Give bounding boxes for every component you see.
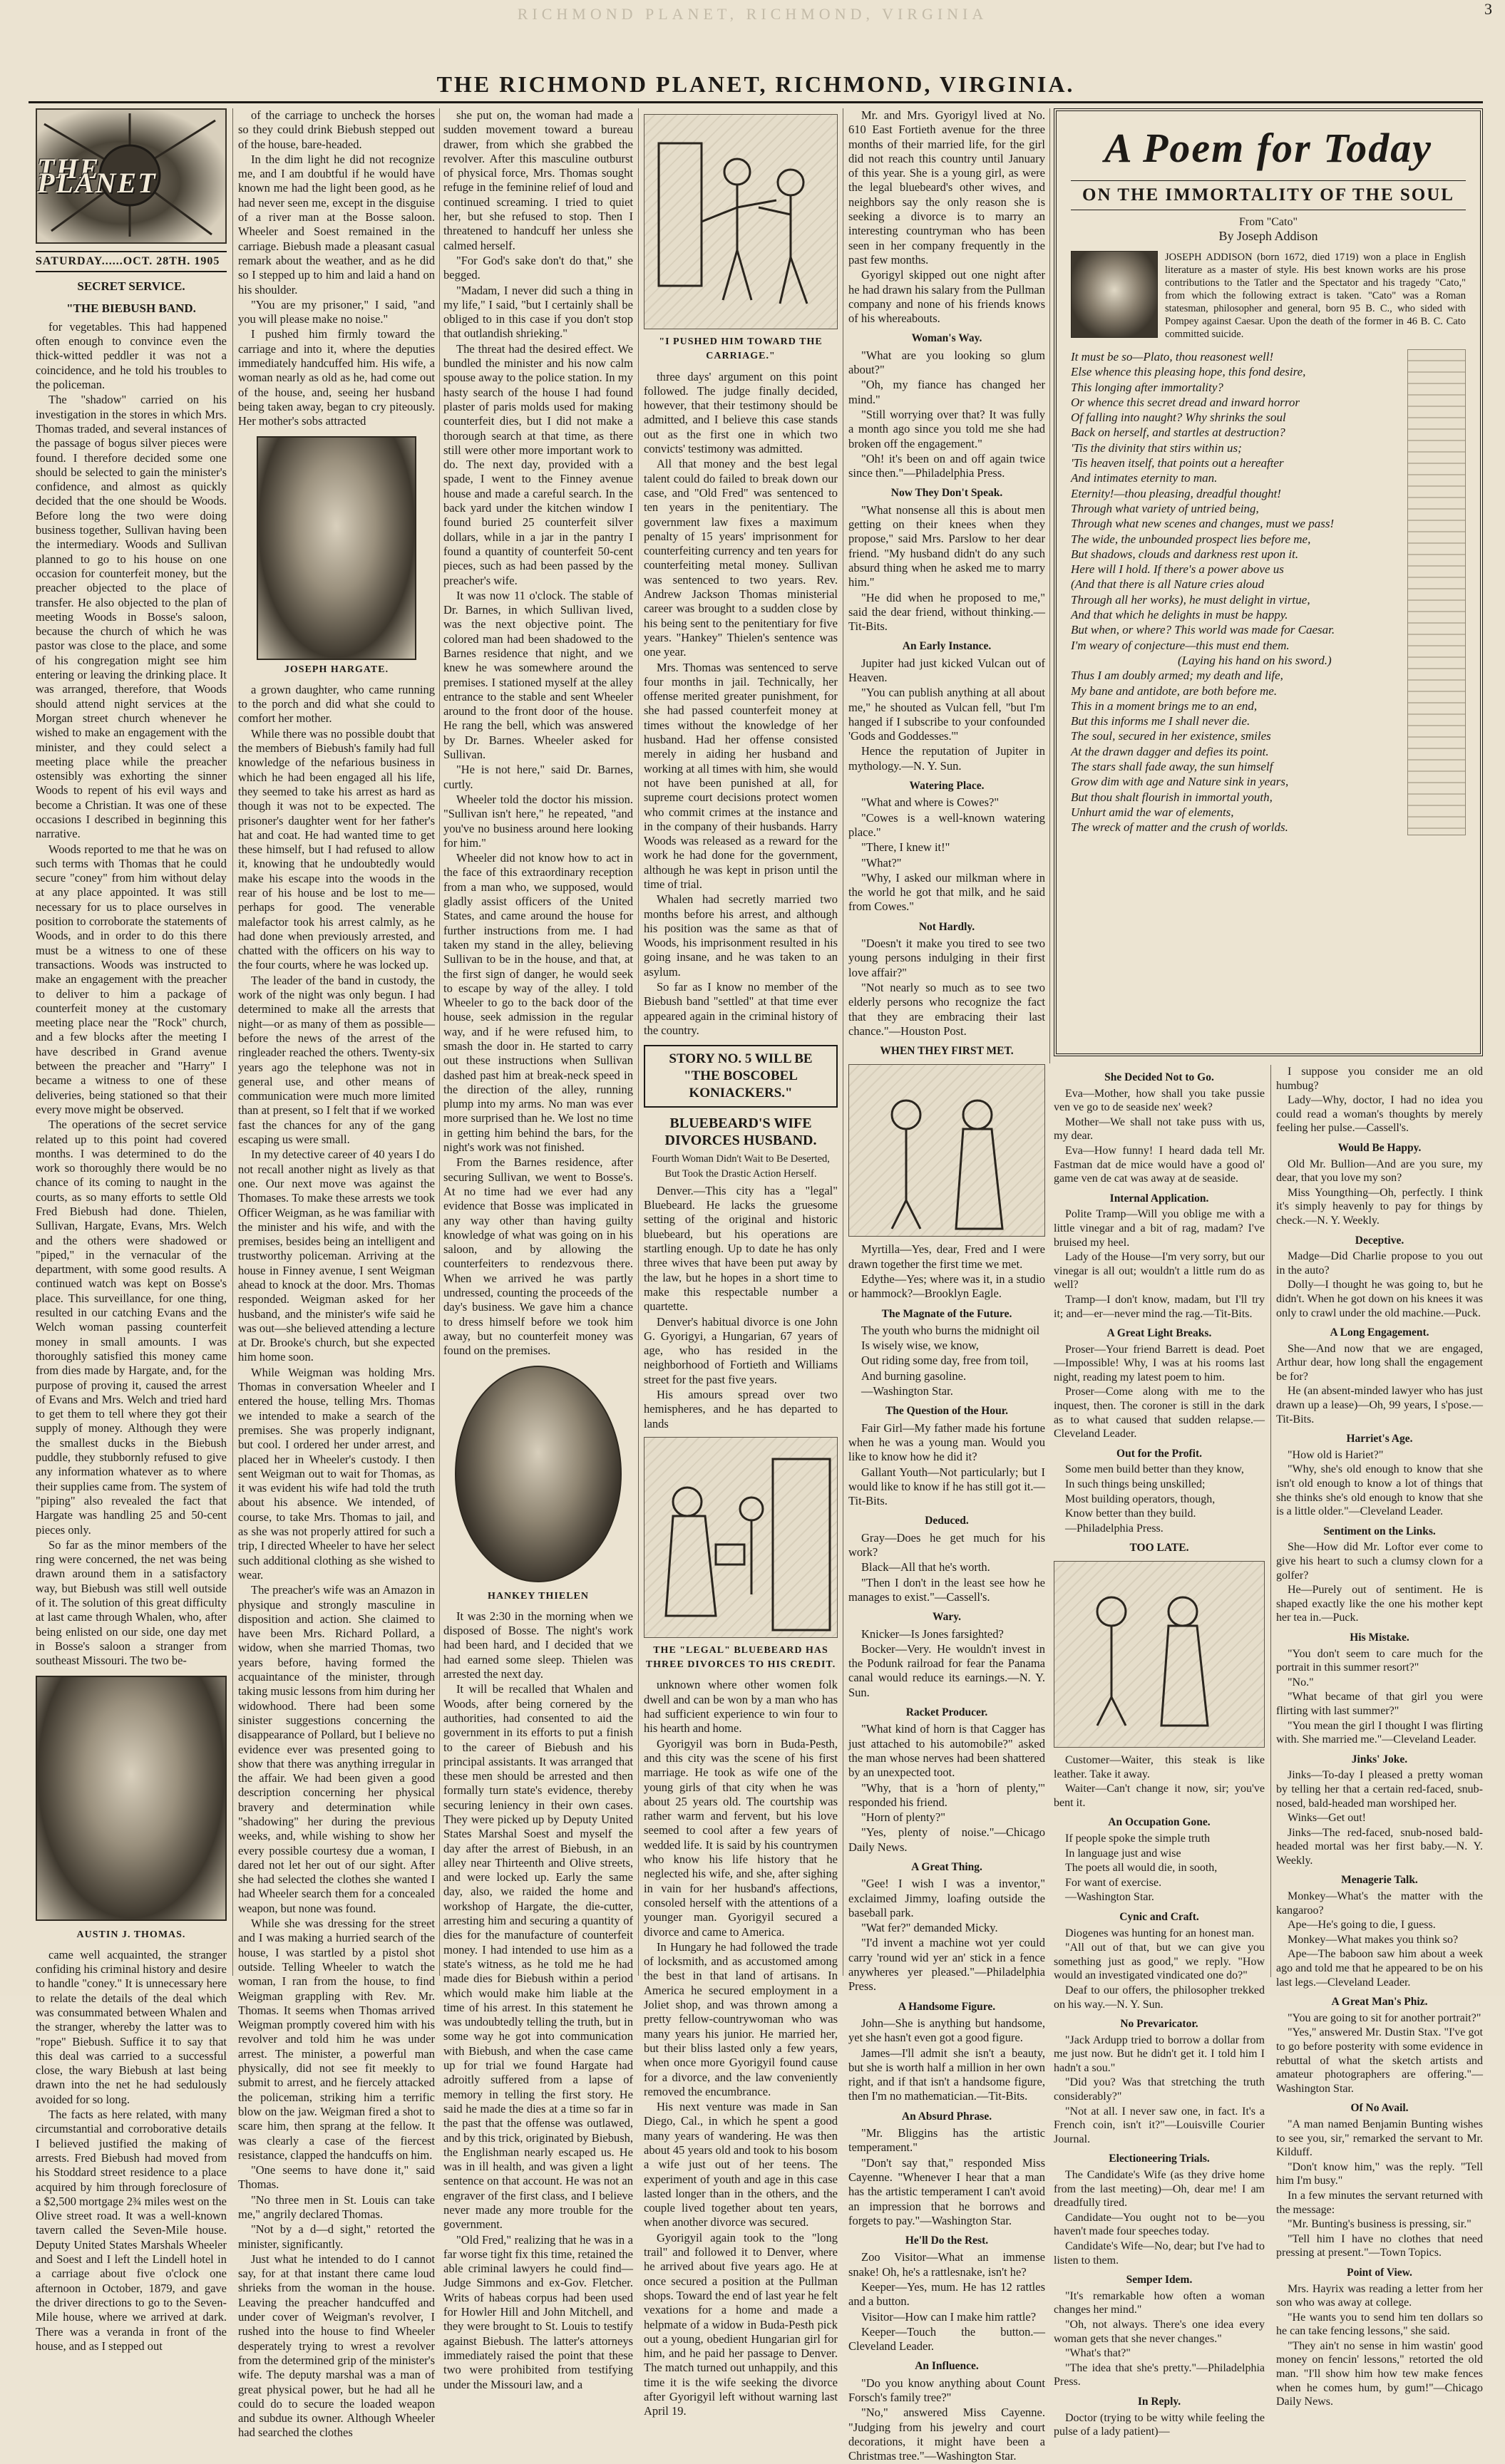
article-title: BLUEBEARD'S WIFE DIVORCES HUSBAND. bbox=[664, 1115, 817, 1149]
poem-author: By Joseph Addison bbox=[1218, 229, 1318, 243]
page-number: 3 bbox=[1484, 0, 1492, 18]
paragraph: In my detective career of 40 years I do not recall another night as lively as that one. Our next move was against the Thomases. To make these arrests we took Officer Weigman, as he was familiar with the minister and his wife, and with the premises, besides being an intelligent and trustworthy policeman. Arriving at the house in Finney avenue, I sent Weigman ahead to knock at the door. Mrs. Thomas responded. Weigman asked for her husband, and the minister's wife said he was out—she believed attending a lecture at Dr. Brooke's church, but she expected him home soon. bbox=[238, 1148, 435, 1364]
item-text: Gallant Youth—Not particularly; but I would like to know if he has still got it.—Tit-Bits. bbox=[848, 1465, 1045, 1508]
item-text: "Tell him I have no clothes that need pressing at present."—Town Topics. bbox=[1276, 2232, 1483, 2259]
item-text: Most building operators, though, bbox=[1065, 1493, 1216, 1505]
cartoon-figures-icon bbox=[1054, 1562, 1247, 1731]
item-text: "He wants you to send him ten dollars so he can take fencing lessons," she said. bbox=[1276, 2311, 1483, 2338]
paragraph: Denver's habitual divorce is one John G. Gyorigyi, a Hungarian, 67 years of age, who has resided in the neighborhood of Fortieth and Williams street for the past five years. bbox=[644, 1314, 838, 1386]
column-1 bbox=[36, 108, 227, 2353]
item-text: The poets all would die, in sooth, bbox=[1065, 1862, 1218, 1875]
poem-line: But shadows, clouds and darkness rest upon it. bbox=[1071, 547, 1299, 561]
paragraph: I pushed him firmly toward the carriage and into it, where the deputies immediately handcuffed him. His wife, a woman nearly as old as he, had come out of the house, and, seeing her husband being taken away, began to cry piteously. Her mother's sobs attracted bbox=[238, 327, 435, 428]
item-text: "Not nearly so much as to see two elderly persons who recognize the fact that they are embracing their last chance."—Houston Post. bbox=[848, 980, 1045, 1038]
item-text: "You are going to sit for another portrait?" bbox=[1288, 2011, 1481, 2024]
item-heading: The Magnate of the Future. bbox=[881, 1307, 1012, 1320]
item-text: "Wat fer?" demanded Micky. bbox=[861, 1921, 998, 1935]
item-text: And burning gasoline. bbox=[861, 1368, 967, 1383]
poem-title: A Poem for Today bbox=[1104, 125, 1432, 171]
item-text: "How old is Hariet?" bbox=[1288, 1448, 1384, 1461]
item-heading: Would Be Happy. bbox=[1337, 1141, 1422, 1154]
humor-column-left bbox=[1054, 1065, 1265, 2438]
column-2 bbox=[238, 108, 435, 2440]
item-text: For want of exercise. bbox=[1065, 1876, 1162, 1889]
item-text: Customer—Waiter, this steak is like leather. Take it away. bbox=[1054, 1754, 1265, 1780]
item-heading: Watering Place. bbox=[909, 780, 985, 793]
item-text: Monkey—What makes you think so? bbox=[1288, 1933, 1459, 1946]
portrait-austin-thomas bbox=[36, 1676, 227, 1921]
paragraph: Gyorigyl skipped out one night after he had drawn his salary from the Pullman company and none of his friends knows of his whereabouts. bbox=[848, 268, 1045, 326]
item-text: "I'd invent a machine wot yer could carry 'round wid yer an' stick in a fence anywheres yer pleased."—Philadelphia Press. bbox=[848, 1936, 1045, 1994]
article-body-continued bbox=[644, 1678, 838, 2418]
poem-line: Through all her works), he must delight in virtue, bbox=[1071, 592, 1310, 607]
item-text: Mrs. Hayrix was reading a letter from her son who was away at college. bbox=[1276, 2282, 1483, 2309]
item-text: Knicker—Is Jones farsighted? bbox=[861, 1627, 1004, 1641]
item-text: —Philadelphia Press. bbox=[1065, 1522, 1164, 1535]
item-text: "Don't know him," was the reply. "Tell him I'm busy." bbox=[1276, 2160, 1483, 2187]
item-text: If people spoke the simple truth bbox=[1065, 1832, 1211, 1845]
paragraph: While Weigman was holding Mrs. Thomas in conversation Wheeler and I entered the house, telling Mrs. Thomas we intended to make a search of the premises. She was properly indignant, but cool. I ordered her under arrest, and placed her in Wheeler's custody. I then sent Weigman out to wait for Thomas, as it was evident his wife had told the truth about his absence. We intended, of course, to take Mrs. Thomas to jail, and as she was not properly attired for such a trip, I directed Wheeler to have her select such additional clothing as she wished to wear. bbox=[238, 1365, 435, 1582]
item-text: Mother—We shall not take puss with us, my dear. bbox=[1054, 1115, 1265, 1143]
paragraph: It will be recalled that Whalen and Woods, after being cornered by the authorities, had consented to aid the government in its efforts to put a finish to the career of Biebush and his principal assistants. It was arranged that these men should be arrested and then formally turn state's evidence, thereby securing leniency in their own cases. They were picked up by Deputy United States Marshal Soest and myself the day after the arrest of Biebush, in an alley near Thirteenth and Olive streets, and were locked up. Early the same day, also, we raided the home and workshop of Hargate, the die-cutter, arresting him and securing a quantity of dies for the manufacture of counterfeit money. I had intended to use him as a state's witness, as he told me he had made dies for Biebush within a period which would make him liable at the time of his arrest. In this statement he was undoubtedly telling the truth, but in some way he got into communication with Biebush, and when the case came up for trial we found Hargate had adroitly suffered from a lapse of memory in telling the first story. He said he made the dies at a time so far in the past that the offense was outlawed, and by this trick, originated by Biebush, the Englishman nearly escaped us. He was in ill health, and was given a light sentence on that account. He was not an engraver of the first class, and I believe never made any more trouble for the government. bbox=[443, 1682, 633, 2232]
item-text: "Do you know anything about Count Forsch's family tree?" bbox=[848, 2376, 1045, 2405]
item-text: "What kind of horn is that Cagger has just attached to his automobile?" asked the man whose nerves had been shattered by an unexpected toot. bbox=[848, 1722, 1045, 1780]
poem-line: 'Tis the divinity that stirs within us; bbox=[1071, 440, 1242, 455]
paragraph: "Old Fred," realizing that he was in a far worse tight fix this time, retained the able criminal lawyers he could find—Judge Simmons and ex-Gov. Fletcher. Writs of habeas corpus had been used for Howler Hill and John Mitchell, and they were brought to St. Louis to testify against Biebush. The latter's attorneys immediately raised the point that these two were prohibited from testifying under the Missouri law, and a bbox=[443, 2232, 633, 2391]
column-rule bbox=[638, 108, 639, 1976]
item-text: "No." bbox=[1288, 1676, 1314, 1689]
item-heading: In Reply. bbox=[1137, 2395, 1181, 2408]
item-heading: Harriet's Age. bbox=[1346, 1433, 1413, 1445]
item-heading: An Occupation Gone. bbox=[1108, 1816, 1211, 1829]
item-text: "Oh! it's been on and off again twice since then."—Philadelphia Press. bbox=[848, 451, 1045, 480]
paragraph: Mrs. Thomas was sentenced to serve four months in jail. Technically, her offense merited greater punishment, for she had passed counterfeit money at times without the knowledge of her husband. Had her offense consisted merely in aiding her husband and working at all times with him, she would not have been punished at all, for supreme court decisions protect women who commit crimes at the instance and in the company of their husbands. Harry Woods was released as a reward for the work he had done for the government, although he was kept in prison until the time of trial. bbox=[644, 660, 838, 891]
item-text: "You mean the girl I thought I was flirting with. She married me."—Cleveland Leader. bbox=[1276, 1719, 1483, 1746]
illustration-caption: "I PUSHED HIM TOWARD THE CARRIAGE." bbox=[659, 336, 823, 362]
item-text: Madge—Did Charlie propose to you out in the auto? bbox=[1276, 1250, 1483, 1277]
item-text: Winks—Get out! bbox=[1288, 1812, 1367, 1825]
column-3 bbox=[443, 108, 633, 2391]
item-text: "Why, I asked our milkman where in the world he got that milk, and he said from Cowes." bbox=[848, 870, 1045, 914]
poem-line: (And that there is all Nature cries aloud bbox=[1071, 577, 1265, 592]
item-text: Deaf to our offers, the philosopher trekked on his way.—N. Y. Sun. bbox=[1054, 1984, 1265, 2011]
item-heading: Semper Idem. bbox=[1126, 2274, 1193, 2287]
item-text: "Oh, not always. There's one idea every woman gets that she never changes." bbox=[1054, 2318, 1265, 2345]
item-text: I suppose you consider me an old humbug? bbox=[1276, 1066, 1483, 1092]
masthead: THE RICHMOND PLANET, RICHMOND, VIRGINIA. bbox=[29, 71, 1483, 103]
item-heading: He'll Do the Rest. bbox=[905, 2234, 989, 2247]
paragraph: Wheeler did not know how to act in the face of this extraordinary reception from a man who, we supposed, would gladly assist officers of the United States, and came around the house for further instructions from me. I had taken my stand in the alley, believing Sullivan to be in the house, and that, at the first sign of danger, he would seek to escape by way of the alley. I told Wheeler to go to the back door of the house, seek admission in the regular way, and if he were refused him, to smash the door in. He started to carry out these instructions when Sullivan dashed past him at break-neck speed in the direction of the alley, running plump into my arms. No man was ever more surprised than he. We lost no time in getting him behind the bars, for the night's work was not finished. bbox=[443, 851, 633, 1155]
poem-subtitle: ON THE IMMORTALITY OF THE SOUL bbox=[1071, 180, 1466, 210]
item-text: Keeper—Yes, mum. He has 12 rattles and a button. bbox=[848, 2280, 1045, 2309]
poem-line: This in a moment brings me to an end, bbox=[1071, 699, 1258, 713]
poem-body bbox=[1071, 349, 1466, 835]
author-portrait bbox=[1071, 251, 1158, 338]
item-text: "Yes, plenty of noise."—Chicago Daily News. bbox=[848, 1825, 1045, 1854]
poem-line: Eternity!—thou pleasing, dreadful thought! bbox=[1071, 486, 1281, 500]
item-text: Visitor—How can I make him rattle? bbox=[861, 2309, 1037, 2324]
illustration-bluebeard bbox=[644, 1437, 838, 1638]
section-subheading: "THE BIEBUSH BAND. bbox=[66, 301, 196, 315]
item-text: Out riding some day, free from toil, bbox=[861, 1354, 1029, 1368]
article-body bbox=[238, 108, 435, 429]
item-text: Gray—Does he get much for his work? bbox=[848, 1530, 1045, 1560]
item-text: "Did you? Was that stretching the truth considerably?" bbox=[1054, 2076, 1265, 2103]
paragraph: "He is not here," said Dr. Barnes, curtly. bbox=[443, 763, 633, 791]
paragraph: came well acquainted, the stranger confiding his criminal history and desire to handle "coney." It is unnecessary here to relate the details of the deal which was consummated between Whalen and the stranger, whereby the latter was to "rope" Biebush. Suffice it to say that this deal was carried to a successful close, the wary Biebush at last being drawn into the net he had sedulously avoided for so long. bbox=[36, 1947, 227, 2106]
next-story-box: STORY NO. 5 WILL BE "THE BOSCOBEL KONIACKERS." bbox=[644, 1045, 838, 1108]
paragraph: All that money and the best legal talent could do failed to break down our case, and "Old Fred" was sentenced to ten years in the penitentiary. The government law fixes a maximum penalty of 15 years' imprisonment for counterfeiting currency and ten years for counterfeiting metal money. Sullivan was sentenced to two years. Rev. Andrew Jackson Thomas ministerial career was brought to a sudden close by his being sent to the penitentiary for five years. "Hankey" Thielen's sentence was one year. bbox=[644, 457, 838, 659]
item-text: "You don't seem to care much for the portrait in this summer resort?" bbox=[1276, 1647, 1483, 1674]
portrait-hankey-thielen bbox=[455, 1366, 622, 1582]
item-heading: No Prevaricator. bbox=[1120, 2018, 1198, 2031]
bio-text: JOSEPH ADDISON (born 1672, died 1719) won a place in English literature as a master of style. His best known works are his prose contributions to the Tatler and the Spectator and his tragedy "Cato," from which the following extract is taken. "Cato" was a Roman statesman, philosopher and general, born 95 B. C., who sided with Pompey against Caesar. Upon the death of the former in 46 B. C. Cato committed suicide. bbox=[1165, 252, 1466, 340]
item-heading: An Absurd Phrase. bbox=[901, 2110, 992, 2123]
paragraph: Gyorigyil again took to the "long trail" and followed it to Denver, where he arrived about five years ago. He at once secured a position at the Pullman shops. Toward the end of last year he felt vexations for a home and made a helpmate of a widow in Buda-Pesth pick out a young, obedient Hungarian girl for him, and he paid her passage to Denver. The match turned out unhappily, and this time it is the wife seeking the divorce after Gyorigyil left without warning last April 19. bbox=[644, 2230, 838, 2418]
illustration-arrest bbox=[644, 114, 838, 329]
item-text: Waiter—Can't change it now, sir; you've bent it. bbox=[1054, 1783, 1265, 1809]
column-5 bbox=[848, 108, 1045, 2463]
paragraph: So far as I know no member of the Biebush band "settled" at that time ever appeared again in the criminal history of the country. bbox=[644, 980, 838, 1037]
item-text: Miss Youngthing—Oh, perfectly. I think it's simply heavenly to pay for things by check.—N. Y. Weekly. bbox=[1276, 1186, 1483, 1227]
item-heading: Woman's Way. bbox=[911, 332, 982, 345]
article-body bbox=[644, 370, 838, 1038]
column-rule bbox=[1270, 1065, 1271, 1977]
paragraph: "For God's sake don't do that," she begged. bbox=[443, 253, 633, 282]
paragraph: In Hungary he had followed the trade of locksmith, and as accustomed among the best in that land of artisans. In America he secured employment in a Joliet shop, and was thrown among a pretty fellow-countrywoman who was many years his junior. He married her, but their bliss lasted only a few years, when once more Gyorigyil found cause for a divorce, and the law conveniently removed the encumbrance. bbox=[644, 1939, 838, 2098]
paragraph: Mr. and Mrs. Gyorigyl lived at No. 610 East Fortieth avenue for the three months of their married life, for the girl did not reach this country until January of this year. She is a young girl, as were the legal bluebeard's other wives, and neighbors say the only reason she is seeking a divorce is to marry an interesting countryman who has been seen in her company frequently in the past few months. bbox=[848, 108, 1045, 267]
item-heading: An Early Instance. bbox=[902, 640, 992, 653]
paragraph: of the carriage to uncheck the horses so they could drink Biebush stepped out of the house, bare-headed. bbox=[238, 108, 435, 151]
item-text: Ape—The baboon saw him about a week ago and told me that he appeared to be on his last legs.—Cleveland Leader. bbox=[1276, 1948, 1483, 1989]
poem-line: The wide, the unbounded prospect lies before me, bbox=[1071, 532, 1311, 546]
humor-column-right bbox=[1276, 1065, 1483, 2408]
item-text: "Then I don't in the least see how he manages to exist."—Cassell's. bbox=[848, 1575, 1045, 1604]
dateline: SATURDAY......OCT. 28TH. 1905 bbox=[36, 251, 227, 272]
article-body bbox=[443, 108, 633, 1359]
item-text: Ape—He's going to die, I guess. bbox=[1288, 1919, 1436, 1932]
item-text: Is wisely wise, we know, bbox=[861, 1339, 979, 1353]
item-text: Proser—Come along with me to the inquest, then. The coroner is still in the dark as to what caused that sudden relapse.—Cleveland Leader. bbox=[1054, 1386, 1265, 1440]
item-heading: Out for the Profit. bbox=[1116, 1447, 1202, 1460]
paragraph: While there was no possible doubt that the members of Biebush's family had full knowledge of the nefarious business in which he had been engaged all his life, they seemed to take his arrest as hard as though it was not to be expected. The prisoner's daughter went for her father's hat and coat. He had wanted time to get these himself, but I had refused to allow it, knowing that he undoubtedly would make his escape into the woods in the rear of his house and be lost to me—perhaps for good. The venerable malefactor took his arrest calmly, as he had done when previously arrested, and chatted with the officers on his way to the four courts, where he was locked up. bbox=[238, 726, 435, 972]
cartoon-illustration bbox=[848, 1064, 1045, 1237]
poem-line: Back on herself, and startles at destruction? bbox=[1071, 426, 1285, 440]
item-text: Monkey—What's the matter with the kangaroo? bbox=[1276, 1890, 1483, 1917]
poem-line: The soul, secured in her existence, smiles bbox=[1071, 729, 1271, 743]
cartoon-illustration bbox=[1054, 1561, 1265, 1748]
article-body bbox=[848, 108, 1045, 326]
poem-line: My bane and antidote, are both before me. bbox=[1071, 684, 1278, 698]
item-text: "What nonsense all this is about men getting on their knees when they propose," said Mrs. Parslow to her dear friend. "My husband didn't do any such absurd thing when he asked me to marry him." bbox=[848, 502, 1045, 589]
poem-line: This longing after immortality? bbox=[1071, 380, 1223, 394]
poem-line: 'Tis heaven itself, that points out a hereafter bbox=[1071, 456, 1284, 470]
arrest-scene-icon bbox=[644, 115, 837, 327]
paragraph: His next venture was made in San Diego, Cal., in which he spent a good many years of wandering. He was then about 45 years old and took to his bosom a wife just out of her teens. The experiment of youth and age in this case lasted longer than in the others, and the couple lived together about ten years, when another divorce was secured. bbox=[644, 2100, 838, 2230]
item-text: "What?" bbox=[861, 855, 902, 870]
item-text: Fair Girl—My father made his fortune when he was a young man. Would you like to know how he did it? bbox=[848, 1421, 1045, 1464]
item-heading: A Great Man's Phiz. bbox=[1331, 1996, 1428, 2009]
item-text: "Don't say that," responded Miss Cayenne. "Whenever I hear that a man has the artistic temperament I can't avoid an impression that he borrows and forgets to pay."—Washington Star. bbox=[848, 2155, 1045, 2227]
poem-line: Of falling into naught? Why shrinks the soul bbox=[1071, 411, 1286, 425]
item-heading: The Question of the Hour. bbox=[885, 1405, 1009, 1418]
paragraph: Wheeler told the doctor his mission. "Sullivan isn't here," he repeated, "and you've no business around here looking for him." bbox=[443, 792, 633, 850]
item-text: Edythe—Yes; where was it, in a studio or hammock?—Brooklyn Eagle. bbox=[848, 1272, 1045, 1301]
article-body bbox=[36, 320, 227, 1669]
paragraph: The facts as here related, with many circumstantial and corroborative details I believed justified the making of arrests. Fred Biebush had moved from his Stoddard street residence to a place acquired by him through foreclosure of a $2,500 mortgage 2¾ miles west on the Olive street road. It was a well-known tavern called the Seven-Mile house. Deputy United States Marshals Wheeler and Soest and I left the Lindell hotel in a carriage about five o'clock one afternoon in October, 1879, and gave the driver directions to go to the Seven-Mile house, where we arrived at dark. There was a veranda in front of the house, and as I stepped out bbox=[36, 2108, 227, 2353]
item-text: In a few minutes the servant returned with the message: bbox=[1276, 2189, 1483, 2216]
item-text: She—And now that we are engaged, Arthur dear, how long shall the engagement be for? bbox=[1276, 1342, 1483, 1383]
item-text: Keeper—Touch the button.—Cleveland Leader. bbox=[848, 2324, 1045, 2354]
paragraph: His amours spread over two hemispheres, and he has departed to lands bbox=[644, 1388, 838, 1431]
item-text: "Oh, my fiance has changed her mind." bbox=[848, 378, 1045, 406]
article-body bbox=[644, 1184, 838, 1431]
item-heading: TOO LATE. bbox=[1129, 1542, 1189, 1555]
column-rule bbox=[232, 108, 233, 1976]
item-text: "What are you looking so glum about?" bbox=[848, 348, 1045, 377]
item-heading: An Influence. bbox=[915, 2360, 979, 2373]
item-text: "Doesn't it make you tired to see two young persons indulging in their first love affair?" bbox=[848, 937, 1045, 979]
item-text: Old Mr. Bullion—And are you sure, my dear, that you love my son? bbox=[1276, 1158, 1483, 1185]
poem-line: Grow dim with age and Nature sink in years, bbox=[1071, 775, 1289, 789]
poem-box bbox=[1054, 108, 1483, 1056]
item-text: Doctor (trying to be witty while feeling the pulse of a lady patient)— bbox=[1054, 2411, 1265, 2438]
item-text: Eva—Mother, how shall you take pussie ven ve go to de seaside nex' week? bbox=[1054, 1087, 1265, 1114]
item-heading: A Long Engagement. bbox=[1330, 1326, 1429, 1339]
item-text: "Still worrying over that? It was fully a month ago since you told me she had broken off the engagement." bbox=[848, 407, 1045, 450]
poem-line: The stars shall fade away, the sun himself bbox=[1071, 760, 1273, 774]
item-text: "Not at all. I never saw one, in fact. It's a French coin, isn't it?"—Louisville Courier Journal. bbox=[1054, 2105, 1265, 2145]
item-text: "What and where is Cowes?" bbox=[861, 795, 1000, 810]
author-bio bbox=[1071, 251, 1466, 341]
item-text: Hence the reputation of Jupiter in mythology.—N. Y. Sun. bbox=[848, 744, 1045, 773]
item-text: James—I'll admit she isn't a beauty, but she is worth half a million in her own right, and if that isn't a handsome figure, then I'm no mathematician.—Tit-Bits. bbox=[848, 2046, 1045, 2103]
paragraph: So far as the minor members of the ring were concerned, the net was being drawn around them in a satisfactory way, but Biebush was still well outside of it. The solution of this great difficulty at last came through Whalen, who, after being enlisted on our side, one day met in Bosse's saloon a stranger from southeast Missouri. The two be- bbox=[36, 1537, 227, 1668]
paragraph: The threat had the desired effect. We bundled the minister and his now calm spouse away to the police station. In my hasty search of the house I had found plaster of paris molds used for making counterfeit dies, but I did not make a thorough search at that time, as there still were other more important work to do. The next day, provided with a spade, I went to the Finney avenue house and made a careful search. In the back yard under the kitchen window I found buried 25 counterfeit silver dollars, while in a jar in the pantry I found a quantity of counterfeit 50-cent pieces, such as had been passed by the preacher's wife. bbox=[443, 341, 633, 587]
portrait-caption: HANKEY THIELEN bbox=[488, 1590, 589, 1602]
item-text: "Cowes is a well-known watering place." bbox=[848, 810, 1045, 839]
poem-line: But when, or where? This world was made for Caesar. bbox=[1071, 623, 1335, 637]
paragraph: for vegetables. This had happened often enough to convince even the thick-witted peddler it was not a coincidence, and he told his troubles to the policeman. bbox=[36, 319, 227, 392]
item-heading: Sentiment on the Links. bbox=[1323, 1525, 1436, 1537]
item-text: "You can publish anything at all about me," he shouted as Vulcan fell, "but I'm hanged if I subscribe to your confounded 'Gods and Goddesses.'" bbox=[848, 686, 1045, 743]
poem-line: Unhurt amid the war of elements, bbox=[1071, 805, 1234, 819]
paragraph: Gyorigyil was born in Buda-Pesth, and this city was the scene of his first marriage. He took as wife one of the young girls of that city when he was about 25 years old. The courtship was rather warm and fervent, but his love seemed to cool after a few years of wedded life. It is said by his countrymen who know his life history that he neglected his wife, and she, after sighing in vain for her husband's affections, consoled herself with the attentions of a younger man. Gyorigyil secured a divorce and came to America. bbox=[644, 1736, 838, 1939]
poem-line: Else whence this pleasing hope, this fond desire, bbox=[1071, 365, 1306, 379]
paragraph: Denver.—This city has a "legal" Bluebeard. He lacks the gruesome setting of the original and historic bluebeard, but his operations are startling enough. Up to date he has only three wives that have been put away by the law, but he hopes in a short time to make this respectable number a quartette. bbox=[644, 1183, 838, 1314]
portrait-caption: AUSTIN J. THOMAS. bbox=[76, 1929, 186, 1940]
planet-logo bbox=[36, 108, 227, 244]
poem-line: Here will I hold. If there's a power above us bbox=[1071, 562, 1284, 577]
item-text: Zoo Visitor—What an immense snake! Oh, he's a rattlesnake, isn't he? bbox=[848, 2250, 1045, 2279]
poem-line: Through what variety of untried being, bbox=[1071, 501, 1259, 515]
poem-line: But this informs me I shall never die. bbox=[1071, 714, 1250, 728]
column-rule bbox=[439, 108, 440, 1976]
item-text: "A man named Benjamin Bunting wishes to see you, sir," remarked the servant to Mr. Kilduff. bbox=[1276, 2118, 1483, 2159]
portrait-joseph-hargate bbox=[257, 436, 416, 660]
portrait-caption: JOSEPH HARGATE. bbox=[284, 664, 389, 675]
paragraph: "No three men in St. Louis can take me," angrily declared Thomas. bbox=[238, 2192, 435, 2221]
item-text: Lady—Why, doctor, I had no idea you could read a woman's thoughts by merely feeling her pulse.—Cassell's. bbox=[1276, 1094, 1483, 1135]
poem-line: (Laying his hand on his sword.) bbox=[1178, 653, 1332, 667]
item-text: "Jack Ardupp tried to borrow a dollar from me just now. But he didn't get it. I told him I hadn't a sou." bbox=[1054, 2033, 1265, 2074]
article-subtitle: Fourth Woman Didn't Wait to Be Deserted, But Took the Drastic Action Herself. bbox=[652, 1153, 830, 1180]
paragraph: "You are my prisoner," I said, "and you will please make no noise." bbox=[238, 297, 435, 326]
item-text: He (an absent-minded lawyer who has just drawn up a lease)—Oh, 99 years, I s'pose.—Tit-Bits. bbox=[1276, 1385, 1483, 1426]
item-heading: Racket Producer. bbox=[905, 1706, 988, 1719]
article-body-continued bbox=[238, 683, 435, 2440]
item-text: "There, I knew it!" bbox=[861, 840, 950, 855]
item-text: Candidate—You ought not to be—you haven't made four speeches today. bbox=[1054, 2211, 1265, 2238]
poem-line: And that which he delights in must be happy. bbox=[1071, 608, 1288, 622]
poem-line: Through what new scenes and changes, must we pass! bbox=[1071, 517, 1335, 531]
item-text: Myrtilla—Yes, dear, Fred and I were drawn together the first time we met. bbox=[848, 1242, 1045, 1271]
courtroom-scene-icon bbox=[644, 1438, 837, 1636]
item-text: "Why, she's old enough to know that she isn't old enough to know a lot of things that she thinks she's old enough to know that she is a little older."—Cleveland Leader. bbox=[1276, 1463, 1483, 1518]
item-heading: Cynic and Craft. bbox=[1119, 1910, 1199, 1923]
poem-line: Or whence this secret dread and inward horror bbox=[1071, 395, 1300, 409]
item-text: He—Purely out of sentiment. He is shaped exactly like the one his mother kept her tea in.—Puck. bbox=[1276, 1584, 1483, 1624]
item-text: "He did when he proposed to me," said the dear friend, without thinking.—Tit-Bits. bbox=[848, 590, 1045, 634]
poem-line: But thou shalt flourish in immortal youth, bbox=[1071, 790, 1273, 804]
column-4 bbox=[644, 108, 838, 2418]
poem-line: It must be so—Plato, thou reasonest well! bbox=[1071, 350, 1274, 364]
item-text: Candidate's Wife—No, dear; but I've had to listen to them. bbox=[1054, 2240, 1265, 2267]
poem-line: And intimates eternity to man. bbox=[1071, 471, 1218, 485]
item-text: —Washington Star. bbox=[1065, 1891, 1154, 1904]
paragraph: "Madam, I never did such a thing in my life," I said, "but I certainly shall be obliged to in this case if you don't stop that outlandish shrieking." bbox=[443, 283, 633, 341]
item-text: "Horn of plenty?" bbox=[861, 1810, 945, 1825]
item-text: "No," answered Miss Cayenne. "Judging from his jewelry and court decorations, it might have been a Christmas tree."—Washington Star. bbox=[848, 2406, 1045, 2463]
item-heading: Not Hardly. bbox=[918, 920, 975, 933]
item-text: "All out of that, but we can give you something just as good," we reply. "How would an investigated vindicated one do?" bbox=[1054, 1942, 1265, 1982]
paragraph: Just what he intended to do I cannot say, for at that instant there came loud shrieks from the woman in the house. Leaving the preacher handcuffed and under cover of Weigman's revolver, I rushed into the house to find Wheeler desperately trying to wrest a revolver from the determined grip of the minister's wife. The deputy marshal was a man of great physical power, but he had all he could do to secure the loaded weapon and subdue its owner. Although Wheeler had searched the clothes bbox=[238, 2252, 435, 2440]
item-text: "What's that?" bbox=[1065, 2347, 1131, 2360]
item-text: "Mr. Bunting's business is pressing, sir." bbox=[1288, 2218, 1471, 2231]
paragraph: "Not by a d—d sight," retorted the minister, significantly. bbox=[238, 2222, 435, 2251]
item-heading: A Handsome Figure. bbox=[898, 2000, 996, 2013]
item-text: Eva—How funny! I heard dada tell Mr. Fastman dat de mice would have a good ol' game ven de cat was away at de seaside. bbox=[1054, 1144, 1265, 1185]
paragraph: unknown where other women folk dwell and can be won by a man who has had sufficient experience to win four to his hearth and home. bbox=[644, 1678, 838, 1736]
poem-lines bbox=[1071, 349, 1400, 835]
item-heading: His Mistake. bbox=[1350, 1631, 1409, 1644]
item-heading: Of No Avail. bbox=[1350, 2102, 1409, 2115]
item-heading: WHEN THEY FIRST MET. bbox=[880, 1045, 1014, 1058]
item-text: Polite Tramp—Will you oblige me with a little vinegar and a bit of rag, madam? I've bruised my heel. bbox=[1054, 1208, 1265, 1249]
paragraph: she put on, the woman had made a sudden movement toward a bureau drawer, from which she grabbed the revolver. After this masculine outburst of physical force, Mrs. Thomas sought refuge in the feminine relief of loud and continued screaming. I tried to quiet her, but she refused to stop. Then I threatened to handcuff her unless she calmed herself. bbox=[443, 108, 633, 252]
item-text: Jupiter had just kicked Vulcan out of Heaven. bbox=[848, 656, 1045, 684]
item-heading: Internal Application. bbox=[1109, 1192, 1209, 1205]
paragraph: While she was dressing for the street and I was making a hurried search of the house, I was startled by a pistol shot outside. Telling Wheeler to watch the woman, I ran from the house, to find Weigman grappling with Rev. Mr. Thomas. It seems when Thomas arrived Weigman promptly covered him with his revolver and told him he was under arrest. The minister, a powerful man physically, did not see fit meekly to submit to arrest, and he fiercely attacked the policeman, striking him a terrific blow on the jaw. Weigman fired a shot to scare him, then sprang at the fellow. It was clearly a case of the fiercest resistance, clapped the handcuffs on him. bbox=[238, 1917, 435, 2162]
paragraph: "One seems to have done it," said Thomas. bbox=[238, 2163, 435, 2192]
item-text: Jinks—The red-faced, snub-nosed bald-headed mortal was her first baby.—N. Y. Weekly. bbox=[1276, 1826, 1483, 1867]
item-text: "Yes," answered Mr. Dustin Stax. "I've got to go before posterity with some evidence in rebuttal of what the sketch artists and amateur photographers are offering."—Washington Star. bbox=[1276, 2026, 1483, 2095]
humor-items bbox=[848, 331, 1045, 2463]
paragraph: The "shadow" carried on his investigation in the stores in which Mrs. Thomas traded, and several instances of the passage of bogus silver pieces were found. I therefore decided some one should be selected to gain the minister's confidence, and almost as quickly decided that the one should be Woods. Before long the two were doing business together, Sullivan having been the intermediary. Woods and Sullivan planned to go to his house on one occasion for counterfeit money, but the preacher objected to the place of transfer. He also objected to the plan of meeting Woods in Bosse's saloon, because the church of which he was pastor was close to the place, and some of his congregation might see him entering or leaving the drinking place. It was arranged, therefore, that Woods should attend night services at the Morgan street church whenever he wished to make an engagement with the minister, and they could select a meeting place while the preacher ostensibly was exhorting the sinner Woods to repent of his evil ways and become a Christian. It was one of these occasions I described in beginning this narrative. bbox=[36, 393, 227, 841]
ghost-header: RICHMOND PLANET, RICHMOND, VIRGINIA bbox=[517, 5, 988, 23]
item-heading: Wary. bbox=[932, 1611, 962, 1624]
poem-line: The wreck of matter and the crush of worlds. bbox=[1071, 820, 1288, 835]
paragraph: The preacher's wife was an Amazon in physique and strongly masculine in disposition and action. She claimed to have been Mrs. Richard Pollard, a widow, when she married Thomas, two years before, having formed the acquaintance of the minister, through taking music lessons from him during her widowhood. There had been some sinister suggestions concerning the disappearance of Pollard, but I believe no evidence ever was presented going to show that there was anything irregular in the affair. We had been given a good description concerning her physical bravery and determination while "shadowing" her during the previous weeks, and, while wishing to show her every possible courtesy due a woman, I dared not let her out of our sight. After she had selected the clothes she wanted I had Wheeler search them for a concealed weapon, but none was found. bbox=[238, 1583, 435, 1915]
poem-line: Thus I am doubly armed; my death and life, bbox=[1071, 669, 1283, 683]
item-text: "Mr. Bliggins has the artistic temperament." bbox=[848, 2126, 1045, 2155]
item-text: The Candidate's Wife (as they drive home from the last meeting)—Oh, dear me! I am dreadfully tired. bbox=[1054, 2169, 1265, 2210]
item-text: In language just and wise bbox=[1065, 1847, 1181, 1860]
item-heading: Now They Don't Speak. bbox=[890, 487, 1003, 500]
item-text: Black—All that he's worth. bbox=[861, 1560, 990, 1574]
item-text: "The idea that she's pretty."—Philadelphia Press. bbox=[1054, 2361, 1265, 2388]
item-heading: Jinks' Joke. bbox=[1351, 1753, 1408, 1765]
item-text: The youth who burns the midnight oil bbox=[861, 1323, 1040, 1337]
item-text: Know better than they build. bbox=[1065, 1507, 1196, 1520]
poem-line: I'm weary of conjecture—this must end them. bbox=[1071, 638, 1290, 652]
item-text: "Gee! I wish I was a inventor," exclaimed Jimmy, loafing outside the baseball park. bbox=[848, 1877, 1045, 1919]
item-text: Lady of the House—I'm very sorry, but our vinegar is all out; wouldn't a little rum do as well? bbox=[1054, 1251, 1265, 1292]
paragraph: The leader of the band in custody, the work of the night was only begun. I had determined to make all the arrests that night—or as many of them as possible—before the news of the arrest of the ringleader reached the others. Twenty-six years ago the telephone was not in general use, and other means of communication were much more limited than at present, so I felt that if we worked fast the chances for any of the gang escaping us were small. bbox=[238, 973, 435, 1147]
column-rule bbox=[1049, 108, 1050, 1063]
item-text: Bocker—Very. He wouldn't invest in the Podunk railroad for fear the Panama canal would reduce its earnings.—N. Y. Sun. bbox=[848, 1641, 1045, 1699]
item-heading: She Decided Not to Go. bbox=[1104, 1071, 1214, 1083]
paragraph: a grown daughter, who came running to the porch and did what she could to comfort her mother. bbox=[238, 682, 435, 726]
paragraph: Woods reported to me that he was on such terms with Thomas that he could secure "coney" from him without delay at any place appointed. It was still necessary for us to place ourselves in position to corroborate the statements of Woods, and in order to do this there must be a witness to one of these transactions. Woods was instructed to make an engagement with the preacher to deliver to him a package of counterfeit money at the customary meeting place near the "Rock" church, and a few blocks after the meeting I have described in Grand avenue between the preacher and "Harry" I became a witness to one of these deliveries, being stationed so that their every move might be observed. bbox=[36, 842, 227, 1116]
cartoon-figures-icon bbox=[849, 1065, 1042, 1234]
item-text: Some men build better than they know, bbox=[1065, 1463, 1244, 1476]
item-text: Proser—Your friend Barrett is dead. Poet—Impossible! Why, I was at his rooms last night, reading my latest poem to him. bbox=[1054, 1343, 1265, 1383]
paragraph: Whalen had secretly married two months before his arrest, and although his position was the same as that of Woods, his imprisonment resulted in his going insane, and he was taken to an asylum. bbox=[644, 892, 838, 979]
item-text: Tramp—I don't know, madam, but I'll try it; and—er—never mind the rag.—Tit-Bits. bbox=[1054, 1293, 1265, 1320]
item-heading: Point of View. bbox=[1347, 2266, 1412, 2279]
item-text: Jinks—To-day I pleased a pretty woman by telling her that a certain red-faced, snub-nosed, bald-headed man worshiped her. bbox=[1276, 1769, 1483, 1810]
item-text: —Washington Star. bbox=[861, 1384, 953, 1398]
lily-ornament-icon bbox=[1407, 349, 1466, 835]
item-text: In such things being unskilled; bbox=[1065, 1478, 1206, 1491]
item-text: John—She is anything but handsome, yet she hasn't even got a good figure. bbox=[848, 2016, 1045, 2045]
item-text: She—How did Mr. Loftor ever come to give his heart to such a clumsy clown for a golfer? bbox=[1276, 1541, 1483, 1582]
item-text: Diogenes was hunting for an honest man. bbox=[1065, 1927, 1255, 1939]
poem-source: From "Cato" bbox=[1239, 216, 1298, 228]
poem-line: At the drawn dagger and defies its point. bbox=[1071, 744, 1269, 758]
item-text: "It's remarkable how often a woman changes her mind." bbox=[1054, 2289, 1265, 2316]
paragraph: three days' argument on this point followed. The judge finally decided, however, that their testimony should be admitted, and I believe this case stands out as the first one in which two convicts' testimony was admitted. bbox=[644, 369, 838, 456]
item-text: "What became of that girl you were flirting with last summer?" bbox=[1276, 1691, 1483, 1717]
item-heading: Menagerie Talk. bbox=[1341, 1874, 1418, 1887]
paragraph: It was 2:30 in the morning when we disposed of Bosse. The night's work had been hard, and I decided that we had earned some sleep. Thielen was arrested the next day. bbox=[443, 1609, 633, 1681]
paragraph: From the Barnes residence, after securing Sullivan, we went to Bosse's. At no time had we ever had any evidence that Bosse was implicated in any way other than having guilty knowledge of what was going on in his saloon, and by allowing the counterfeiters to rendezvous there. When we arrived he was partly undressed, counting the proceeds of the day's business. We gave him a chance to dress himself before we took him away, but no counterfeit money was found on the premises. bbox=[443, 1155, 633, 1358]
section-heading: SECRET SERVICE. bbox=[77, 279, 185, 294]
item-text: "Why, that is a 'horn of plenty,'" responded his friend. bbox=[848, 1780, 1045, 1809]
logo-text: THE PLANET bbox=[37, 152, 157, 199]
paragraph: It was now 11 o'clock. The stable of Dr. Barnes, in which Sullivan lived, was the next objective point. The colored man had been shadowed to the Barnes residence that night, and we knew he was somewhere around the premises. I stationed myself at the alley entrance to the stable and sent Wheeler around to the front door of the house. He rang the bell, which was answered by Dr. Barnes. Wheeler asked for Sullivan. bbox=[443, 588, 633, 762]
article-body-continued bbox=[36, 1948, 227, 2354]
paragraph: The operations of the secret service related up to this point had covered months. I was determined to do the work so thoroughly there would be no chance of its coming to naught in the courts, as so many efforts to settle Old Fred Biebush had done. Thielen, Sullivan, Hargate, Evans, Mrs. Welch and the others were shadowed or "piped," in the vernacular of the department, with some good results. A continued watch was kept on Bosse's place. This surveillance, for one thing, resulted in our catching Evans and the Welch woman passing counterfeit money in small amounts. I was thoroughly satisfied this money came from dies made by Hargate, and, for the purpose of proving it, caused the arrest of Evans and Mrs. Welch and tried hard to get them to tell where they got their supply of money. Although they were the smallest ducks in the Biebush puddle, they stubbornly refused to give any information whatever as to where their supplies came from. The system of "piping" also revealed the fact that Hargate was handling 25 and 50-cent pieces only. bbox=[36, 1118, 227, 1537]
item-heading: Deceptive. bbox=[1355, 1234, 1404, 1247]
illustration-caption: THE "LEGAL" BLUEBEARD HAS THREE DIVORCES TO HIS CREDIT. bbox=[645, 1644, 836, 1671]
item-text: Dolly—I thought he was going to, but he didn't. When he got down on his knees it was only to crawl under the old machine.—Puck. bbox=[1276, 1279, 1483, 1319]
item-heading: A Great Thing. bbox=[911, 1860, 982, 1873]
item-heading: Electioneering Trials. bbox=[1109, 2153, 1210, 2165]
article-body-continued bbox=[443, 1609, 633, 2392]
item-text: "They ain't no sense in him wastin' good money on fencin' lessons," retorted the old man. "I'll show him how tew make fences when he comes hum, by gum!"—Chicago Daily News. bbox=[1276, 2339, 1483, 2408]
item-heading: A Great Light Breaks. bbox=[1106, 1327, 1212, 1340]
paragraph: In the dim light he did not recognize me, and I am doubtful if he would have known me had the light been good, as he had never seen me, except in the disguise of a river man at the Bosse saloon. Wheeler and Soest remained in the carriage. Biebush made a pleasant casual remark about the weather, and as he did so I stepped up to him and laid a hand on his shoulder. bbox=[238, 152, 435, 297]
item-heading: Deduced. bbox=[925, 1515, 969, 1527]
